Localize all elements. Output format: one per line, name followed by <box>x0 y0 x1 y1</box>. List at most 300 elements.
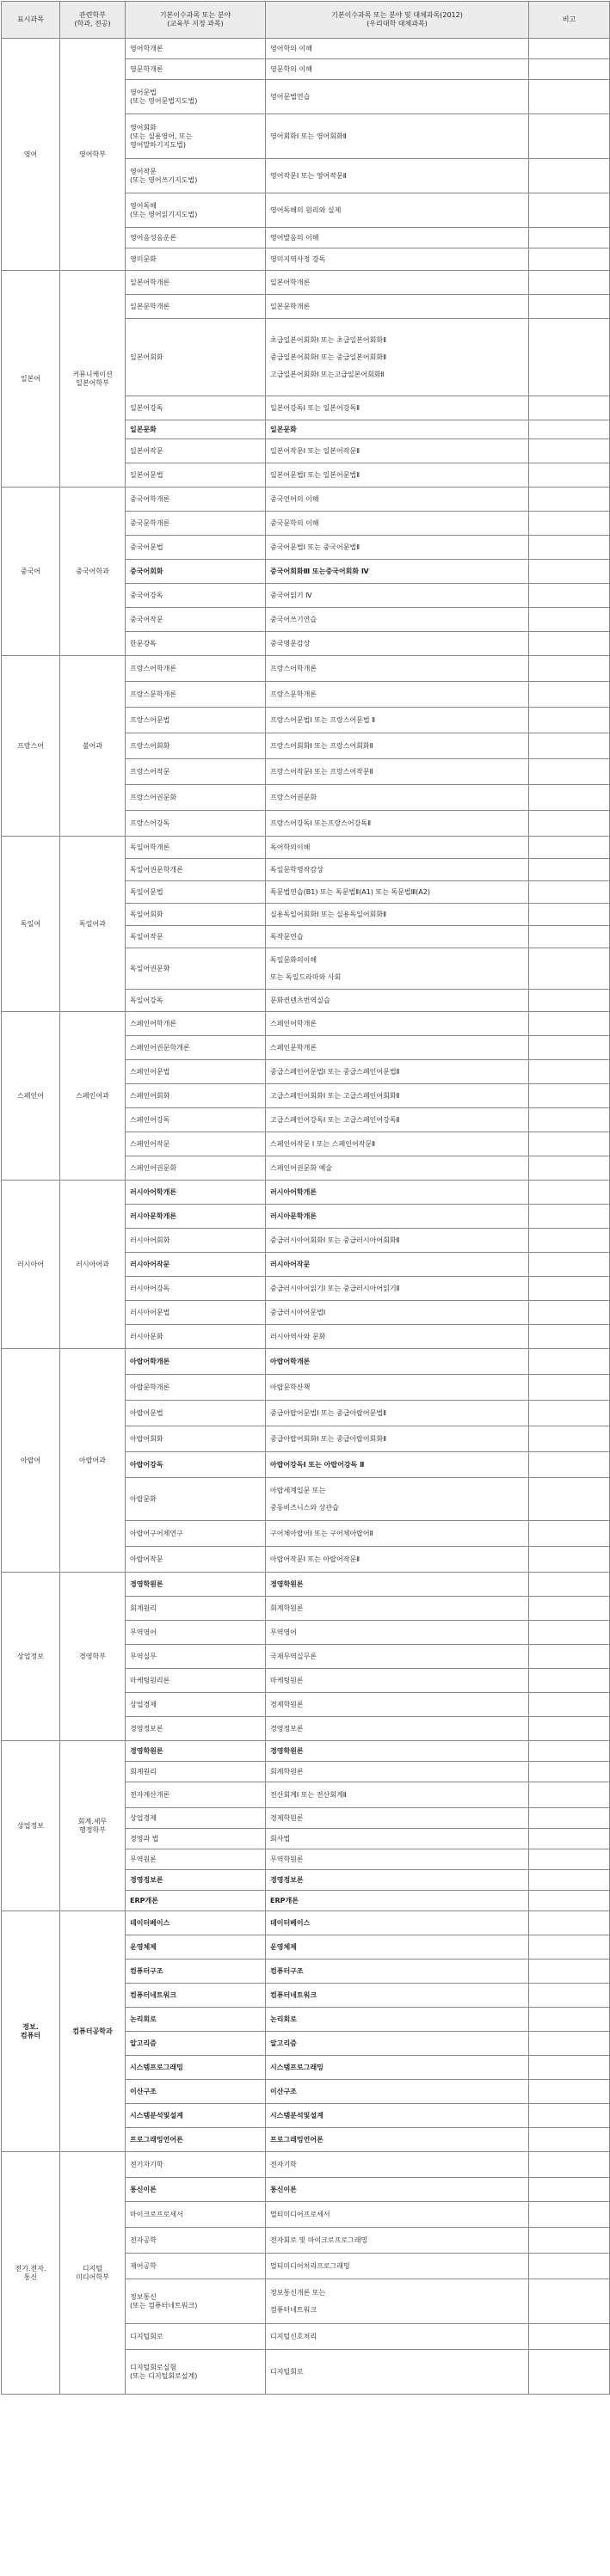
basic-course-cell: 시스템프로그래밍 <box>126 2056 266 2080</box>
category-cell: 중국어 <box>2 488 60 656</box>
note-cell <box>529 1891 610 1911</box>
department-cell: 회계.세무 행정학부 <box>60 1741 126 1911</box>
table-row <box>2 1012 610 1036</box>
department-cell: 디지털 미디어학부 <box>60 2152 126 2395</box>
department-cell: 독일어과 <box>60 837 126 1012</box>
replacement-course-cell: 러시아어작문 <box>266 1253 529 1277</box>
replacement-course-cell: 고급스페인어강독Ⅰ 또는 고급스페인어강독Ⅱ <box>266 1108 529 1132</box>
replacement-course-cell: 영미지역사정 강독 <box>266 248 529 271</box>
note-cell <box>529 1229 610 1253</box>
note-cell <box>529 1597 610 1621</box>
note-cell <box>529 926 610 948</box>
basic-course-cell: 프로그래밍언어론 <box>126 2128 266 2152</box>
replacement-course-cell: 아랍어작문Ⅰ 또는 아랍어작문Ⅱ <box>266 1547 529 1573</box>
replacement-course-cell: 문화컨텐츠번역실습 <box>266 990 529 1012</box>
replacement-course-cell: 스페인어권문화 예술 <box>266 1156 529 1181</box>
basic-course-cell: 독일어학개론 <box>126 837 266 859</box>
note-cell <box>529 295 610 319</box>
replacement-course-cell: 디지털신호처리 <box>266 2324 529 2350</box>
replacement-course-cell: 초급일본어회화Ⅰ 또는 초급일본어회화Ⅱ 중급일본어회화Ⅰ 또는 중급일본어회화Ⅱ 고급일본어회화Ⅰ 또는고급일본어회화Ⅱ <box>266 319 529 396</box>
category-cell: 아랍어 <box>2 1349 60 1573</box>
basic-course-cell: 상업경제 <box>126 1808 266 1829</box>
note-cell <box>529 2254 610 2279</box>
note-cell <box>529 1808 610 1829</box>
basic-course-cell: 알고리즘 <box>126 2032 266 2056</box>
basic-course-cell: 프랑스문학개론 <box>126 682 266 708</box>
replacement-course-cell: 아랍어강독Ⅰ 또는 아랍어강독 Ⅱ <box>266 1452 529 1478</box>
replacement-course-cell: 컴퓨터구조 <box>266 1960 529 1984</box>
replacement-course-cell: 경제학원론 <box>266 1808 529 1829</box>
basic-course-cell: 일본어회화 <box>126 319 266 396</box>
replacement-course-cell: 스페인어작문 Ⅰ 또는 스페인어작문Ⅱ <box>266 1132 529 1156</box>
basic-course-cell: 경영학원론 <box>126 1741 266 1762</box>
basic-course-cell: 영어작문 (또는 영어쓰기지도법) <box>126 159 266 193</box>
note-cell <box>529 1935 610 1960</box>
department-cell: 경영학부 <box>60 1573 126 1741</box>
basic-course-cell: 경영학원론 <box>126 1573 266 1597</box>
note-cell <box>529 396 610 420</box>
note-cell <box>529 1741 610 1762</box>
note-cell <box>529 859 610 881</box>
note-cell <box>529 463 610 488</box>
basic-course-cell: 영미문화 <box>126 248 266 271</box>
note-cell <box>529 682 610 708</box>
note-cell <box>529 1132 610 1156</box>
basic-course-cell: 스페인어권문화 <box>126 1156 266 1181</box>
note-cell <box>529 512 610 536</box>
table-row <box>2 837 610 859</box>
note-cell <box>529 656 610 682</box>
replacement-course-cell: 중국명문감상 <box>266 632 529 656</box>
basic-course-cell: 영어회화 (또는 실용영어, 또는 영어말하기지도법) <box>126 114 266 159</box>
basic-course-cell: 러시아어학개론 <box>126 1181 266 1205</box>
note-cell <box>529 837 610 859</box>
replacement-course-cell: 중급스페인어문법Ⅰ 또는 중급스페인어문법Ⅱ <box>266 1060 529 1084</box>
replacement-course-cell: 경영정보론 <box>266 1870 529 1891</box>
note-cell <box>529 1325 610 1349</box>
basic-course-cell: 스페인어권문학개론 <box>126 1036 266 1060</box>
category-cell: 전기.전자. 통신 <box>2 2152 60 2395</box>
basic-course-cell: 러시아어문법 <box>126 1301 266 1325</box>
note-cell <box>529 1849 610 1870</box>
replacement-course-cell: 독문법연습(B1) 또는 독문법Ⅱ(A1) 또는 독문법Ⅲ(A2) <box>266 881 529 904</box>
note-cell <box>529 159 610 193</box>
note-cell <box>529 2008 610 2032</box>
table-row <box>2 271 610 295</box>
department-cell: 커뮤니케이션 일본어학부 <box>60 271 126 488</box>
note-cell <box>529 2128 610 2152</box>
replacement-course-cell: 아랍세계입문 또는 중동비즈니스와 상관습 <box>266 1478 529 1521</box>
basic-course-cell: 독일어강독 <box>126 990 266 1012</box>
replacement-course-cell: 중국문학의 이해 <box>266 512 529 536</box>
replacement-course-cell: 중급러시아어회화Ⅰ 또는 중급러시아어회화Ⅱ <box>266 1229 529 1253</box>
replacement-course-cell: 전자회로 및 마이크로프로그래밍 <box>266 2228 529 2254</box>
basic-course-cell: 러시아문학개론 <box>126 1205 266 1229</box>
basic-course-cell: 마이크로프로세서 <box>126 2202 266 2228</box>
basic-course-cell: 독일어회화 <box>126 904 266 926</box>
basic-course-cell: 아랍문학개론 <box>126 1375 266 1401</box>
note-cell <box>529 1084 610 1108</box>
replacement-course-cell: 운영체제 <box>266 1935 529 1960</box>
note-cell <box>529 1012 610 1036</box>
basic-course-cell: 전자계산개론 <box>126 1782 266 1808</box>
replacement-course-cell: 일본어문법Ⅰ 또는 일본어문법Ⅱ <box>266 463 529 488</box>
basic-course-cell: 경영정보론 <box>126 1717 266 1741</box>
replacement-course-cell: 구어체아랍어Ⅰ 또는 구어체아랍어Ⅱ <box>266 1521 529 1547</box>
table-row <box>2 1741 610 1762</box>
replacement-course-cell: 전산회계Ⅰ 또는 전산회계Ⅱ <box>266 1782 529 1808</box>
replacement-course-cell: 멀티미디어프로세서 <box>266 2202 529 2228</box>
note-cell <box>529 1375 610 1401</box>
table-row <box>2 1349 610 1375</box>
note-cell <box>529 1452 610 1478</box>
replacement-course-cell: 일본어강독Ⅰ 또는 일본어강독Ⅱ <box>266 396 529 420</box>
category-cell: 스페인어 <box>2 1012 60 1181</box>
department-cell: 러시아어과 <box>60 1181 126 1349</box>
note-cell <box>529 708 610 733</box>
header-basic-course: 기본이수과목 또는 분야 (교육부 지정 과목) <box>126 2 266 39</box>
note-cell <box>529 1829 610 1849</box>
replacement-course-cell: 프랑스어학개론 <box>266 656 529 682</box>
note-cell <box>529 785 610 811</box>
replacement-course-cell: 중국어회화Ⅲ 또는중국어회화 Ⅳ <box>266 560 529 584</box>
note-cell <box>529 228 610 248</box>
basic-course-cell: 프랑스어권문화 <box>126 785 266 811</box>
note-cell <box>529 39 610 59</box>
replacement-course-cell: 회사법 <box>266 1829 529 1849</box>
note-cell <box>529 948 610 990</box>
note-cell <box>529 2104 610 2128</box>
department-cell: 중국어학과 <box>60 488 126 656</box>
replacement-course-cell: 프랑스어작문Ⅰ 또는 프랑스어작문Ⅱ <box>266 759 529 785</box>
basic-course-cell: 영어음성음운론 <box>126 228 266 248</box>
replacement-course-cell: 중급아랍어문법Ⅰ 또는 중급아랍어문법Ⅱ <box>266 1401 529 1426</box>
replacement-course-cell: 중국어읽기 Ⅳ <box>266 584 529 608</box>
note-cell <box>529 1573 610 1597</box>
replacement-course-cell: 멀티미디어처리프로그래밍 <box>266 2254 529 2279</box>
basic-course-cell: 무역영어 <box>126 1621 266 1645</box>
note-cell <box>529 881 610 904</box>
basic-course-cell: 경영과 법 <box>126 1829 266 1849</box>
basic-course-cell: 마케팅원리론 <box>126 1669 266 1693</box>
note-cell <box>529 990 610 1012</box>
replacement-course-cell: 디지털회로 <box>266 2350 529 2395</box>
table-header-row <box>2 2 610 39</box>
replacement-course-cell: 영어문법연습 <box>266 80 529 114</box>
basic-course-cell: 독일어작문 <box>126 926 266 948</box>
replacement-course-cell: 중급러시아어읽기Ⅰ 또는 중급러시아어읽기Ⅱ <box>266 1277 529 1301</box>
note-cell <box>529 1181 610 1205</box>
basic-course-cell: 논리회로 <box>126 2008 266 2032</box>
basic-course-cell: 중국어회화 <box>126 560 266 584</box>
basic-course-cell: 프랑스어강독 <box>126 811 266 837</box>
curriculum-table <box>1 1 610 2395</box>
replacement-course-cell: 시스템프로그래밍 <box>266 2056 529 2080</box>
table-row <box>2 1181 610 1205</box>
basic-course-cell: 이산구조 <box>126 2080 266 2104</box>
replacement-course-cell: 영어발음의 이해 <box>266 228 529 248</box>
basic-course-cell: 스페인어작문 <box>126 1132 266 1156</box>
category-cell: 영어 <box>2 39 60 271</box>
replacement-course-cell: 국제무역실무론 <box>266 1645 529 1669</box>
table-row <box>2 1573 610 1597</box>
note-cell <box>529 420 610 439</box>
header-category: 표시과목 <box>2 2 60 39</box>
note-cell <box>529 811 610 837</box>
note-cell <box>529 2324 610 2350</box>
note-cell <box>529 1762 610 1782</box>
note-cell <box>529 2032 610 2056</box>
basic-course-cell: 아랍어회화 <box>126 1426 266 1452</box>
basic-course-cell: 아랍어문법 <box>126 1401 266 1426</box>
basic-course-cell: 프랑스어학개론 <box>126 656 266 682</box>
table-row <box>2 488 610 512</box>
note-cell <box>529 1870 610 1891</box>
replacement-course-cell: 스페인문학개론 <box>266 1036 529 1060</box>
note-cell <box>529 1478 610 1521</box>
note-cell <box>529 1205 610 1229</box>
basic-course-cell: 일본어문법 <box>126 463 266 488</box>
note-cell <box>529 2202 610 2228</box>
department-cell: 영어학부 <box>60 39 126 271</box>
basic-course-cell: 중국어작문 <box>126 608 266 632</box>
note-cell <box>529 1108 610 1132</box>
replacement-course-cell: 전자기학 <box>266 2152 529 2178</box>
header-note: 비고 <box>529 2 610 39</box>
note-cell <box>529 1547 610 1573</box>
replacement-course-cell: 이산구조 <box>266 2080 529 2104</box>
note-cell <box>529 733 610 759</box>
basic-course-cell: 컴퓨터구조 <box>126 1960 266 1984</box>
note-cell <box>529 319 610 396</box>
note-cell <box>529 632 610 656</box>
replacement-course-cell: 프랑스어문법Ⅰ 또는 프랑스어문법 Ⅱ <box>266 708 529 733</box>
replacement-course-cell: 무역학원론 <box>266 1849 529 1870</box>
basic-course-cell: 아랍문화 <box>126 1478 266 1521</box>
basic-course-cell: 중국어학개론 <box>126 488 266 512</box>
note-cell <box>529 1349 610 1375</box>
replacement-course-cell: 알고리즘 <box>266 2032 529 2056</box>
note-cell <box>529 1060 610 1084</box>
table-row <box>2 1911 610 1935</box>
basic-course-cell: 영어문법 (또는 영어문법지도법) <box>126 80 266 114</box>
basic-course-cell: ERP개론 <box>126 1891 266 1911</box>
note-cell <box>529 536 610 560</box>
replacement-course-cell: 러시아역사와 문화 <box>266 1325 529 1349</box>
basic-course-cell: 아랍어강독 <box>126 1452 266 1478</box>
replacement-course-cell: 데이터베이스 <box>266 1911 529 1935</box>
replacement-course-cell: 경제학원론 <box>266 1693 529 1717</box>
replacement-course-cell: 아랍어학개론 <box>266 1349 529 1375</box>
note-cell <box>529 1984 610 2008</box>
department-cell: 아랍어과 <box>60 1349 126 1573</box>
note-cell <box>529 1277 610 1301</box>
basic-course-cell: 프랑스어작문 <box>126 759 266 785</box>
basic-course-cell: 통신이론 <box>126 2178 266 2202</box>
basic-course-cell: 스페인어회화 <box>126 1084 266 1108</box>
basic-course-cell: 아랍어구어체연구 <box>126 1521 266 1547</box>
basic-course-cell: 회계원리 <box>126 1597 266 1621</box>
basic-course-cell: 회계원리 <box>126 1762 266 1782</box>
replacement-course-cell: 독작문연습 <box>266 926 529 948</box>
note-cell <box>529 1669 610 1693</box>
note-cell <box>529 2228 610 2254</box>
replacement-course-cell: 영문학의 이해 <box>266 59 529 80</box>
note-cell <box>529 584 610 608</box>
note-cell <box>529 1621 610 1645</box>
category-cell: 독일어 <box>2 837 60 1012</box>
basic-course-cell: 일본문학개론 <box>126 295 266 319</box>
replacement-course-cell: 프랑스어권문화 <box>266 785 529 811</box>
basic-course-cell: 경영정보론 <box>126 1870 266 1891</box>
basic-course-cell: 러시아어강독 <box>126 1277 266 1301</box>
note-cell <box>529 1782 610 1808</box>
basic-course-cell: 일본어강독 <box>126 396 266 420</box>
basic-course-cell: 러시아어회화 <box>126 1229 266 1253</box>
basic-course-cell: 일본어작문 <box>126 439 266 463</box>
basic-course-cell: 중국어문법 <box>126 536 266 560</box>
note-cell <box>529 1960 610 1984</box>
basic-course-cell: 영어학개론 <box>126 39 266 59</box>
replacement-course-cell: ERP개론 <box>266 1891 529 1911</box>
note-cell <box>529 2279 610 2324</box>
basic-course-cell: 일본문화 <box>126 420 266 439</box>
basic-course-cell: 한문강독 <box>126 632 266 656</box>
table-row <box>2 2152 610 2178</box>
note-cell <box>529 560 610 584</box>
basic-course-cell: 아랍어작문 <box>126 1547 266 1573</box>
note-cell <box>529 80 610 114</box>
replacement-course-cell: 컴퓨터네트워크 <box>266 1984 529 2008</box>
replacement-course-cell: 경영학원론 <box>266 1741 529 1762</box>
basic-course-cell: 영어독해 (또는 영어읽기지도법) <box>126 193 266 228</box>
category-cell: 상업정보 <box>2 1741 60 1911</box>
basic-course-cell: 무역원론 <box>126 1849 266 1870</box>
basic-course-cell: 운영체제 <box>126 1935 266 1960</box>
basic-course-cell: 중국어강독 <box>126 584 266 608</box>
table-row <box>2 656 610 682</box>
basic-course-cell: 정보통신 (또는 컴퓨터네트워크) <box>126 2279 266 2324</box>
basic-course-cell: 러시아어작문 <box>126 1253 266 1277</box>
replacement-course-cell: 논리회로 <box>266 2008 529 2032</box>
basic-course-cell: 데이터베이스 <box>126 1911 266 1935</box>
basic-course-cell: 프랑스어회화 <box>126 733 266 759</box>
note-cell <box>529 1401 610 1426</box>
note-cell <box>529 1911 610 1935</box>
note-cell <box>529 1036 610 1060</box>
note-cell <box>529 114 610 159</box>
note-cell <box>529 1717 610 1741</box>
note-cell <box>529 59 610 80</box>
note-cell <box>529 904 610 926</box>
replacement-course-cell: 독일문화의이해 또는 독일드라마와 사회 <box>266 948 529 990</box>
replacement-course-cell: 러시아어학개론 <box>266 1181 529 1205</box>
replacement-course-cell: 일본어작문Ⅰ 또는 일본어작문Ⅱ <box>266 439 529 463</box>
replacement-course-cell: 시스템분석및설계 <box>266 2104 529 2128</box>
basic-course-cell: 일본어학개론 <box>126 271 266 295</box>
replacement-course-cell: 회계학원론 <box>266 1597 529 1621</box>
note-cell <box>529 2350 610 2395</box>
category-cell: 정보. 컴퓨터 <box>2 1911 60 2152</box>
category-cell: 일본어 <box>2 271 60 488</box>
replacement-course-cell: 프랑스문학개론 <box>266 682 529 708</box>
replacement-course-cell: 중국언어의 이해 <box>266 488 529 512</box>
category-cell: 상업정보 <box>2 1573 60 1741</box>
basic-course-cell: 독일어권문학개론 <box>126 859 266 881</box>
department-cell: 불어과 <box>60 656 126 837</box>
basic-course-cell: 영문학개론 <box>126 59 266 80</box>
basic-course-cell: 중국문학개론 <box>126 512 266 536</box>
replacement-course-cell: 경영정보론 <box>266 1717 529 1741</box>
category-cell: 프랑스어 <box>2 656 60 837</box>
note-cell <box>529 271 610 295</box>
replacement-course-cell: 무역영어 <box>266 1621 529 1645</box>
replacement-course-cell: 통신이론 <box>266 2178 529 2202</box>
replacement-course-cell: 프랑스어강독Ⅰ 또는프랑스어강독Ⅱ <box>266 811 529 837</box>
note-cell <box>529 608 610 632</box>
replacement-course-cell: 중급러시아어문법Ⅰ <box>266 1301 529 1325</box>
header-replacement-course: 기본이수과목 또는 분야 및 대체과목(2012) (우리대학 대체과목) <box>266 2 529 39</box>
replacement-course-cell: 정보통신개론 또는 컴퓨터네트워크 <box>266 2279 529 2324</box>
replacement-course-cell: 회계학원론 <box>266 1762 529 1782</box>
department-cell: 스페인어과 <box>60 1012 126 1181</box>
replacement-course-cell: 일본어학개론 <box>266 271 529 295</box>
note-cell <box>529 193 610 228</box>
replacement-course-cell: 아랍문학산책 <box>266 1375 529 1401</box>
basic-course-cell: 아랍어학개론 <box>126 1349 266 1375</box>
replacement-course-cell: 일본문학개론 <box>266 295 529 319</box>
table-row <box>2 39 610 59</box>
replacement-course-cell: 프로그래밍언어론 <box>266 2128 529 2152</box>
basic-course-cell: 프랑스어문법 <box>126 708 266 733</box>
replacement-course-cell: 영어학의 이해 <box>266 39 529 59</box>
note-cell <box>529 1521 610 1547</box>
replacement-course-cell: 고급스페인어회화Ⅰ 또는 고급스페인어회화Ⅱ <box>266 1084 529 1108</box>
replacement-course-cell: 마케팅원론 <box>266 1669 529 1693</box>
note-cell <box>529 439 610 463</box>
note-cell <box>529 1156 610 1181</box>
basic-course-cell: 스페인어강독 <box>126 1108 266 1132</box>
note-cell <box>529 248 610 271</box>
basic-course-cell: 상업경제 <box>126 1693 266 1717</box>
replacement-course-cell: 영어작문Ⅰ 또는 영어작문Ⅱ <box>266 159 529 193</box>
basic-course-cell: 스페인어문법 <box>126 1060 266 1084</box>
basic-course-cell: 독일어권문화 <box>126 948 266 990</box>
header-department: 관련학부 (학과, 전공) <box>60 2 126 39</box>
basic-course-cell: 시스템분석및설계 <box>126 2104 266 2128</box>
replacement-course-cell: 중급아랍어회화Ⅰ 또는 중급아랍어회화Ⅱ <box>266 1426 529 1452</box>
note-cell <box>529 2080 610 2104</box>
replacement-course-cell: 스페인어학개론 <box>266 1012 529 1036</box>
note-cell <box>529 759 610 785</box>
basic-course-cell: 무역실무 <box>126 1645 266 1669</box>
basic-course-cell: 전기자기학 <box>126 2152 266 2178</box>
basic-course-cell: 전자공학 <box>126 2228 266 2254</box>
basic-course-cell: 스페인어학개론 <box>126 1012 266 1036</box>
basic-course-cell: 독일어문법 <box>126 881 266 904</box>
note-cell <box>529 2056 610 2080</box>
category-cell: 러시아어 <box>2 1181 60 1349</box>
replacement-course-cell: 독어학의이해 <box>266 837 529 859</box>
note-cell <box>529 1645 610 1669</box>
note-cell <box>529 1301 610 1325</box>
note-cell <box>529 2178 610 2202</box>
basic-course-cell: 디지털회로 <box>126 2324 266 2350</box>
note-cell <box>529 1253 610 1277</box>
basic-course-cell: 컴퓨터네트워크 <box>126 1984 266 2008</box>
replacement-course-cell: 실용독일어회화Ⅰ 또는 실용독일어회화Ⅱ <box>266 904 529 926</box>
note-cell <box>529 1426 610 1452</box>
